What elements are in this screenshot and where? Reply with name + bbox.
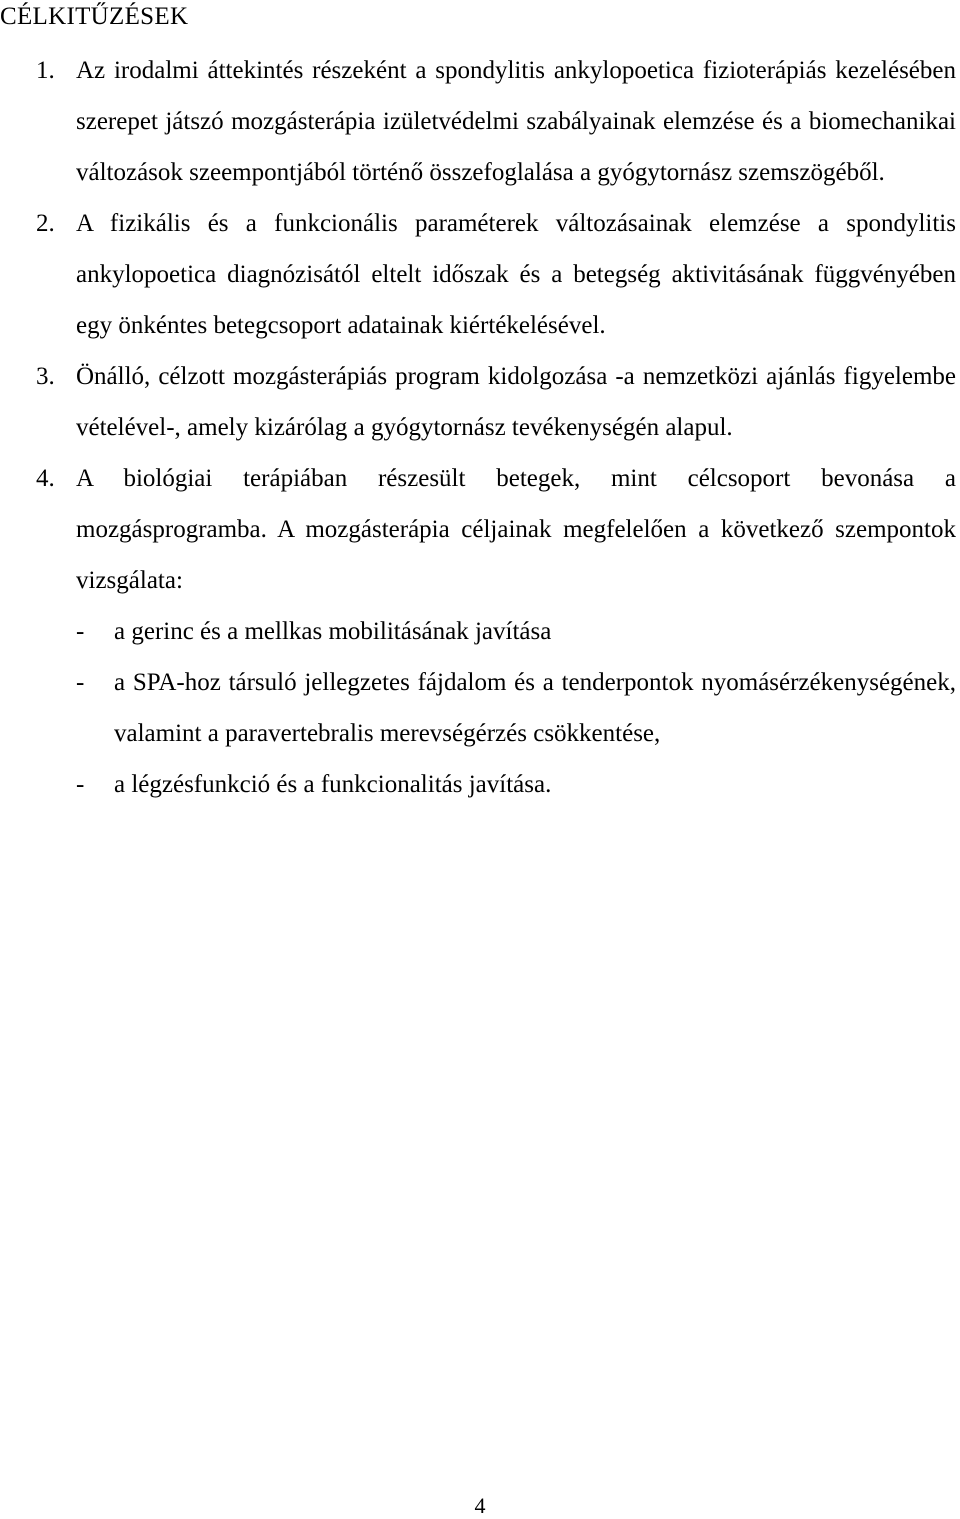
aspect-item [76,759,956,810]
section-heading: CÉLKITŰZÉSEK [0,3,189,30]
aspect-item [76,657,956,759]
objective-number: 1. [36,57,55,84]
list-dash: - [76,618,85,645]
page-number: 4 [474,1493,486,1518]
objective-text: Az irodalmi áttekintés részeként a spondylitis ankylopoetica fizioterápiás kezelésében szerepet játszó mozgásterápia izületvédelmi szabályainak elemzése és a biomechanikai változások szeempontjából történő összefoglalása a gyógytornász szemszögéből. [76,57,956,186]
objective-text: A fizikális és a funkcionális paraméterek változásainak elemzése a spondylitis ankylopoetica diagnózisától eltelt időszak és a betegség aktivitásának függvényében egy önkéntes betegcsoport adatainak kiértékelésével. [76,210,956,339]
objectives-list [0,45,956,810]
objective-text: A biológiai terápiában részesült betegek, mint célcsoport bevonása a mozgásprogramba. A mozgásterápia céljainak megfelelően a következő szempontok vizsgálata: [76,465,956,594]
list-dash: - [76,669,85,696]
aspects-list [76,606,956,810]
aspect-text: a gerinc és a mellkas mobilitásának javítása [114,618,552,645]
aspect-text: a SPA-hoz társuló jellegzetes fájdalom és a tenderpontok nyomásérzékenységének, valamint a paravertebralis merevségérzés csökkentése, [114,669,956,747]
aspect-text: a légzésfunkció és a funkcionalitás javítása. [114,771,552,798]
objective-number: 2. [36,210,55,237]
objective-number: 3. [36,363,55,390]
objective-text: Önálló, célzott mozgásterápiás program kidolgozása -a nemzetközi ajánlás figyelembe vételével-, amely kizárólag a gyógytornász tevékenységén alapul. [76,363,956,441]
objective-item-3 [0,351,956,453]
objective-item-1 [0,45,956,198]
aspect-item [76,606,956,657]
objective-item-4 [0,453,956,810]
list-dash: - [76,771,85,798]
objective-item-2 [0,198,956,351]
objective-number: 4. [36,465,55,492]
